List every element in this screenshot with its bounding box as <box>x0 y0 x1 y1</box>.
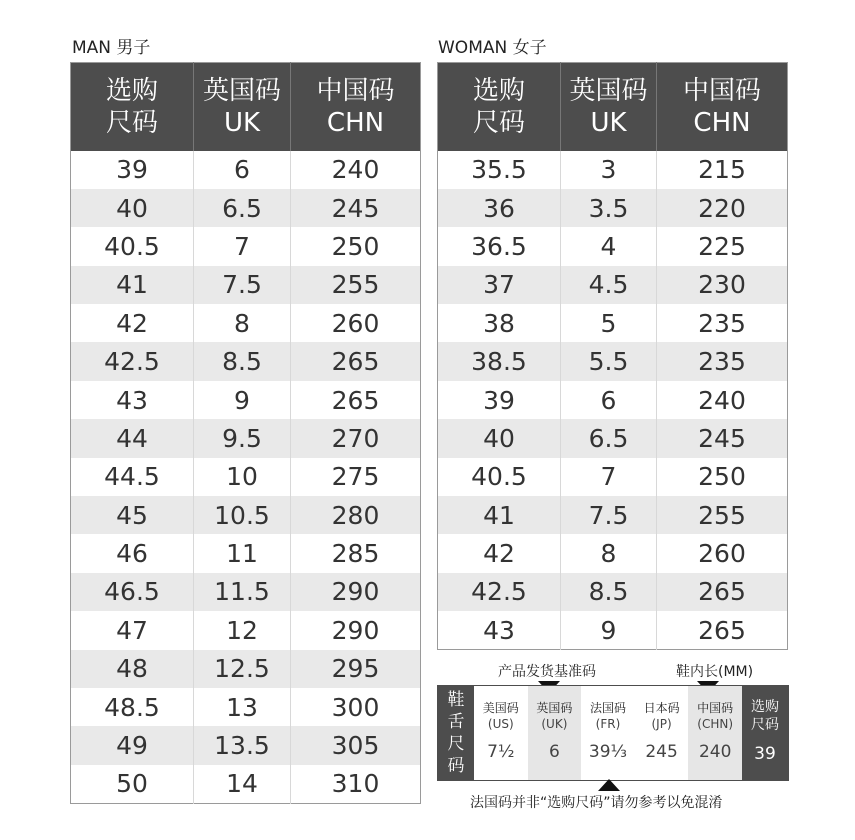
table-cell: 255 <box>657 496 788 534</box>
table-cell: 9 <box>561 611 657 649</box>
table-cell: 3.5 <box>561 189 657 227</box>
table-row <box>71 458 421 496</box>
table-cell: 6.5 <box>194 189 291 227</box>
table-cell: 290 <box>291 611 421 649</box>
table-cell: 43 <box>438 611 561 649</box>
table-cell: 245 <box>657 419 788 457</box>
man-header-row <box>71 63 421 151</box>
table-cell: 245 <box>291 189 421 227</box>
table-row <box>71 419 421 457</box>
table-cell: 11 <box>194 534 291 572</box>
man-section-title: MAN 男子 <box>72 38 151 58</box>
reference-size-column <box>635 686 689 780</box>
table-cell: 285 <box>291 534 421 572</box>
table-row <box>71 650 421 688</box>
table-cell: 45 <box>71 496 194 534</box>
table-row <box>71 189 421 227</box>
table-row <box>438 189 788 227</box>
table-row <box>438 151 788 189</box>
reference-code: (FR) <box>595 717 621 731</box>
table-cell: 13 <box>194 688 291 726</box>
table-cell: 40 <box>438 419 561 457</box>
table-cell: 7.5 <box>194 266 291 304</box>
header-text: 选购 <box>105 75 158 106</box>
header-text: UK <box>223 107 261 138</box>
table-cell: 36 <box>438 189 561 227</box>
inner-length-label: 鞋内长(MM) <box>676 664 754 680</box>
purchase-size-cell <box>742 686 788 780</box>
table-cell: 44.5 <box>71 458 194 496</box>
arrow-up-icon <box>598 779 620 791</box>
reference-name: 英国码 <box>536 701 573 715</box>
table-cell: 40.5 <box>71 227 194 265</box>
table-cell: 5 <box>561 304 657 342</box>
table-cell: 6 <box>561 381 657 419</box>
table-cell: 48 <box>71 650 194 688</box>
table-cell: 265 <box>657 611 788 649</box>
table-cell: 3 <box>561 151 657 189</box>
table-cell: 260 <box>291 304 421 342</box>
reference-size-column <box>581 686 635 780</box>
table-cell: 240 <box>291 151 421 189</box>
table-cell: 37 <box>438 266 561 304</box>
table-cell: 275 <box>291 458 421 496</box>
reference-value: 245 <box>645 742 678 762</box>
table-row <box>438 342 788 380</box>
woman-header-cell <box>438 63 561 151</box>
purchase-size-label-2: 尺码 <box>751 717 779 733</box>
purchase-size-value: 39 <box>754 744 776 764</box>
reference-value: 39⅓ <box>588 742 628 762</box>
table-cell: 290 <box>291 573 421 611</box>
table-cell: 11.5 <box>194 573 291 611</box>
table-cell: 39 <box>71 151 194 189</box>
woman-header-row <box>438 63 788 151</box>
table-cell: 9.5 <box>194 419 291 457</box>
table-cell: 12 <box>194 611 291 649</box>
table-cell: 255 <box>291 266 421 304</box>
table-cell: 7.5 <box>561 496 657 534</box>
table-cell: 5.5 <box>561 342 657 380</box>
table-cell: 220 <box>657 189 788 227</box>
table-row <box>438 227 788 265</box>
table-cell: 270 <box>291 419 421 457</box>
table-row <box>71 496 421 534</box>
table-row <box>71 151 421 189</box>
table-cell: 12.5 <box>194 650 291 688</box>
woman-header-cell <box>657 63 788 151</box>
table-cell: 46 <box>71 534 194 572</box>
table-cell: 305 <box>291 726 421 764</box>
table-cell: 225 <box>657 227 788 265</box>
reference-size-column <box>474 686 528 780</box>
table-cell: 49 <box>71 726 194 764</box>
table-row <box>438 458 788 496</box>
table-cell: 7 <box>194 227 291 265</box>
table-cell: 44 <box>71 419 194 457</box>
table-cell: 8.5 <box>194 342 291 380</box>
table-cell: 8 <box>194 304 291 342</box>
table-cell: 38.5 <box>438 342 561 380</box>
table-row <box>71 266 421 304</box>
table-row <box>438 381 788 419</box>
table-cell: 4 <box>561 227 657 265</box>
table-row <box>71 573 421 611</box>
table-cell: 42 <box>438 534 561 572</box>
header-text: CHN <box>693 107 751 138</box>
table-row <box>438 611 788 649</box>
table-cell: 250 <box>657 458 788 496</box>
table-cell: 265 <box>657 573 788 611</box>
table-cell: 47 <box>71 611 194 649</box>
table-cell: 40 <box>71 189 194 227</box>
table-cell: 4.5 <box>561 266 657 304</box>
table-row <box>71 534 421 572</box>
table-cell: 8.5 <box>561 573 657 611</box>
reference-size-column <box>688 686 742 780</box>
table-row <box>438 266 788 304</box>
table-cell: 38 <box>438 304 561 342</box>
woman-section-title: WOMAN 女子 <box>438 38 547 58</box>
table-row <box>71 342 421 380</box>
table-row <box>71 611 421 649</box>
reference-name: 法国码 <box>589 701 626 715</box>
header-text: UK <box>590 107 627 138</box>
reference-size-column <box>528 686 582 780</box>
table-row <box>438 419 788 457</box>
table-cell: 280 <box>291 496 421 534</box>
table-cell: 310 <box>291 765 421 803</box>
table-cell: 300 <box>291 688 421 726</box>
table-cell: 41 <box>438 496 561 534</box>
header-text: 尺码 <box>105 107 158 138</box>
table-row <box>438 304 788 342</box>
table-cell: 14 <box>194 765 291 803</box>
reference-code: (CHN) <box>697 717 734 731</box>
base-size-label: 产品发货基准码 <box>498 664 596 680</box>
table-cell: 215 <box>657 151 788 189</box>
tongue-label-char: 尺 <box>447 734 465 754</box>
reference-code: (UK) <box>541 717 568 731</box>
tongue-label-char: 码 <box>447 756 465 776</box>
table-cell: 41 <box>71 266 194 304</box>
table-cell: 265 <box>291 381 421 419</box>
table-cell: 36.5 <box>438 227 561 265</box>
table-cell: 13.5 <box>194 726 291 764</box>
table-cell: 39 <box>438 381 561 419</box>
reference-name: 美国码 <box>482 701 519 715</box>
purchase-size-label-1: 选购 <box>751 699 779 715</box>
fr-size-note: 法国码并非“选购尺码”请勿参考以免混淆 <box>470 795 723 811</box>
table-cell: 295 <box>291 650 421 688</box>
header-text: 选购 <box>472 75 525 106</box>
table-cell: 8 <box>561 534 657 572</box>
reference-code: (US) <box>487 717 514 731</box>
table-row <box>71 726 421 764</box>
table-cell: 42.5 <box>71 342 194 380</box>
table-cell: 235 <box>657 304 788 342</box>
table-cell: 48.5 <box>71 688 194 726</box>
table-row <box>438 496 788 534</box>
table-row <box>71 227 421 265</box>
table-row <box>438 534 788 572</box>
table-row <box>438 573 788 611</box>
table-cell: 50 <box>71 765 194 803</box>
table-cell: 46.5 <box>71 573 194 611</box>
header-text: 中国码 <box>682 75 761 106</box>
table-row <box>71 304 421 342</box>
tongue-label-char: 鞋 <box>447 690 465 710</box>
header-text: 尺码 <box>472 107 525 138</box>
table-cell: 7 <box>561 458 657 496</box>
table-cell: 250 <box>291 227 421 265</box>
reference-name: 日本码 <box>643 701 680 715</box>
reference-code: (JP) <box>651 717 672 731</box>
woman-header-cell <box>561 63 657 151</box>
table-cell: 42 <box>71 304 194 342</box>
header-text: 中国码 <box>316 75 395 106</box>
table-row <box>71 688 421 726</box>
reference-name: 中国码 <box>697 701 734 715</box>
table-row <box>71 765 421 803</box>
table-cell: 9 <box>194 381 291 419</box>
table-cell: 265 <box>291 342 421 380</box>
table-cell: 43 <box>71 381 194 419</box>
header-text: 英国码 <box>202 75 281 106</box>
table-cell: 240 <box>657 381 788 419</box>
table-cell: 35.5 <box>438 151 561 189</box>
tongue-size-box <box>437 685 789 781</box>
table-cell: 42.5 <box>438 573 561 611</box>
man-header-cell <box>291 63 421 151</box>
man-header-cell <box>194 63 291 151</box>
table-cell: 235 <box>657 342 788 380</box>
reference-value: 6 <box>548 742 560 762</box>
table-cell: 6.5 <box>561 419 657 457</box>
tongue-label-char: 舌 <box>447 712 465 732</box>
reference-value: 240 <box>698 742 732 762</box>
table-cell: 40.5 <box>438 458 561 496</box>
tongue-size-label <box>438 686 474 780</box>
woman-size-table <box>437 62 788 650</box>
reference-value: 7½ <box>487 742 515 762</box>
table-cell: 6 <box>194 151 291 189</box>
table-cell: 10 <box>194 458 291 496</box>
table-cell: 10.5 <box>194 496 291 534</box>
man-header-cell <box>71 63 194 151</box>
table-row <box>71 381 421 419</box>
header-text: CHN <box>326 107 385 138</box>
man-size-table <box>70 62 421 804</box>
table-cell: 230 <box>657 266 788 304</box>
table-cell: 260 <box>657 534 788 572</box>
header-text: 英国码 <box>569 75 648 106</box>
